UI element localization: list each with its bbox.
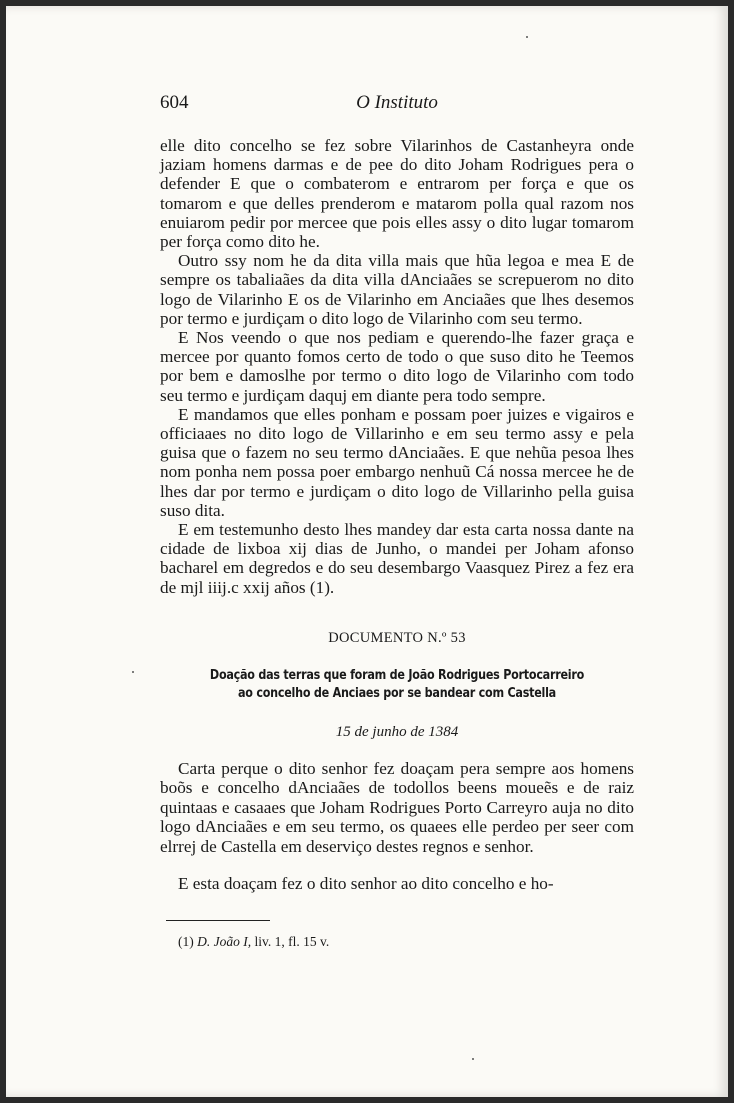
footnote [178, 934, 634, 950]
paragraph: Outro ssy nom he da dita villa mais que hũa legoa e mea E de sempre os tabaliaães da dita villa dAnciaães se screpuerom no dito logo de Vilarinho E os de Vilarinho em Anciaães que lhes desemos por termo e jurdiçam o dito logo de Vilarinho com seu termo. [160, 251, 634, 328]
paper-speck [526, 36, 528, 38]
paragraph: Carta perque o dito senhor fez doaçam pera sempre aos homens boõs e concelho dAnciaães de todollos beens moueẽs e de raiz quintaas e casaaes que Joham Rodrigues Porto Carreyro auja no dito logo dAnciaães e em seu termo, os quaees elle perdeo per seer com elrrej de Castella em deserviço destes regnos e senhor. [160, 758, 634, 856]
running-title: O Instituto [356, 92, 438, 113]
document-title [193, 667, 601, 703]
paragraph: E em testemunho desto lhes mandey dar esta carta nossa dante na cidade de lixboa xij dias de Junho, o mandei per Joham afonso bacharel em degredos e do seu desembargo Vaasquez Pirez a fez era de mjl iiij.c xxij años (1). [160, 520, 634, 597]
document-title-line: ao concelho de Anciaes por se bandear com Castella [238, 685, 556, 701]
page-number: 604 [160, 92, 189, 113]
page-header [160, 92, 634, 122]
paper-speck [472, 1058, 474, 1060]
paragraph: E Nos veendo o que nos pediam e querendo-lhe fazer graça e mercee por quanto fomos certo de todo o que suso dito he Teemos por bem e damoslhe por termo o dito logo de Vilarinho com todo seu termo e jurdiçam daquj em diante pera todo sempre. [160, 328, 634, 405]
footnote-detail: liv. 1, fl. 15 v. [254, 933, 330, 949]
document-title-line: Doação das terras que foram de João Rodrigues Portocarreiro [209, 667, 585, 683]
paper-speck [132, 671, 134, 673]
scanned-page [6, 6, 728, 1097]
document-heading: DOCUMENTO N.º 53 [328, 629, 466, 646]
paragraph: elle dito concelho se fez sobre Vilarinhos de Castanheyra onde jaziam homens darmas e de pee do dito Joham Rodrigues pera o defender E que o combaterom e entrarom per força e que os tomarom e que delles prenderom e matarom polla qual razom nos enuiarom pedir por mercee que pois elles assy o dito lugar tomarom per força como dito he. [160, 136, 634, 252]
footnote-marker: (1) [178, 933, 194, 949]
document-date: 15 de junho de 1384 [335, 723, 459, 740]
paragraph: E mandamos que elles ponham e possam poer juizes e vigairos e officiaaes no dito logo de Villarinho e em seu termo assy e pela guisa que o fazem no seu termo dAnciaães. E que nehũa pesoa lhes nom ponha nem possa poer embargo nenhuũ Cá nossa mercee he de lhes dar por termo e jurdiçam o dito logo de Villarinho pella guisa suso dita. [160, 404, 634, 520]
paragraph: E esta doaçam fez o dito senhor ao dito concelho e ho- [178, 873, 554, 893]
footnote-source: D. João I, [197, 933, 252, 949]
page-content [160, 92, 634, 950]
footnote-rule [166, 920, 270, 921]
